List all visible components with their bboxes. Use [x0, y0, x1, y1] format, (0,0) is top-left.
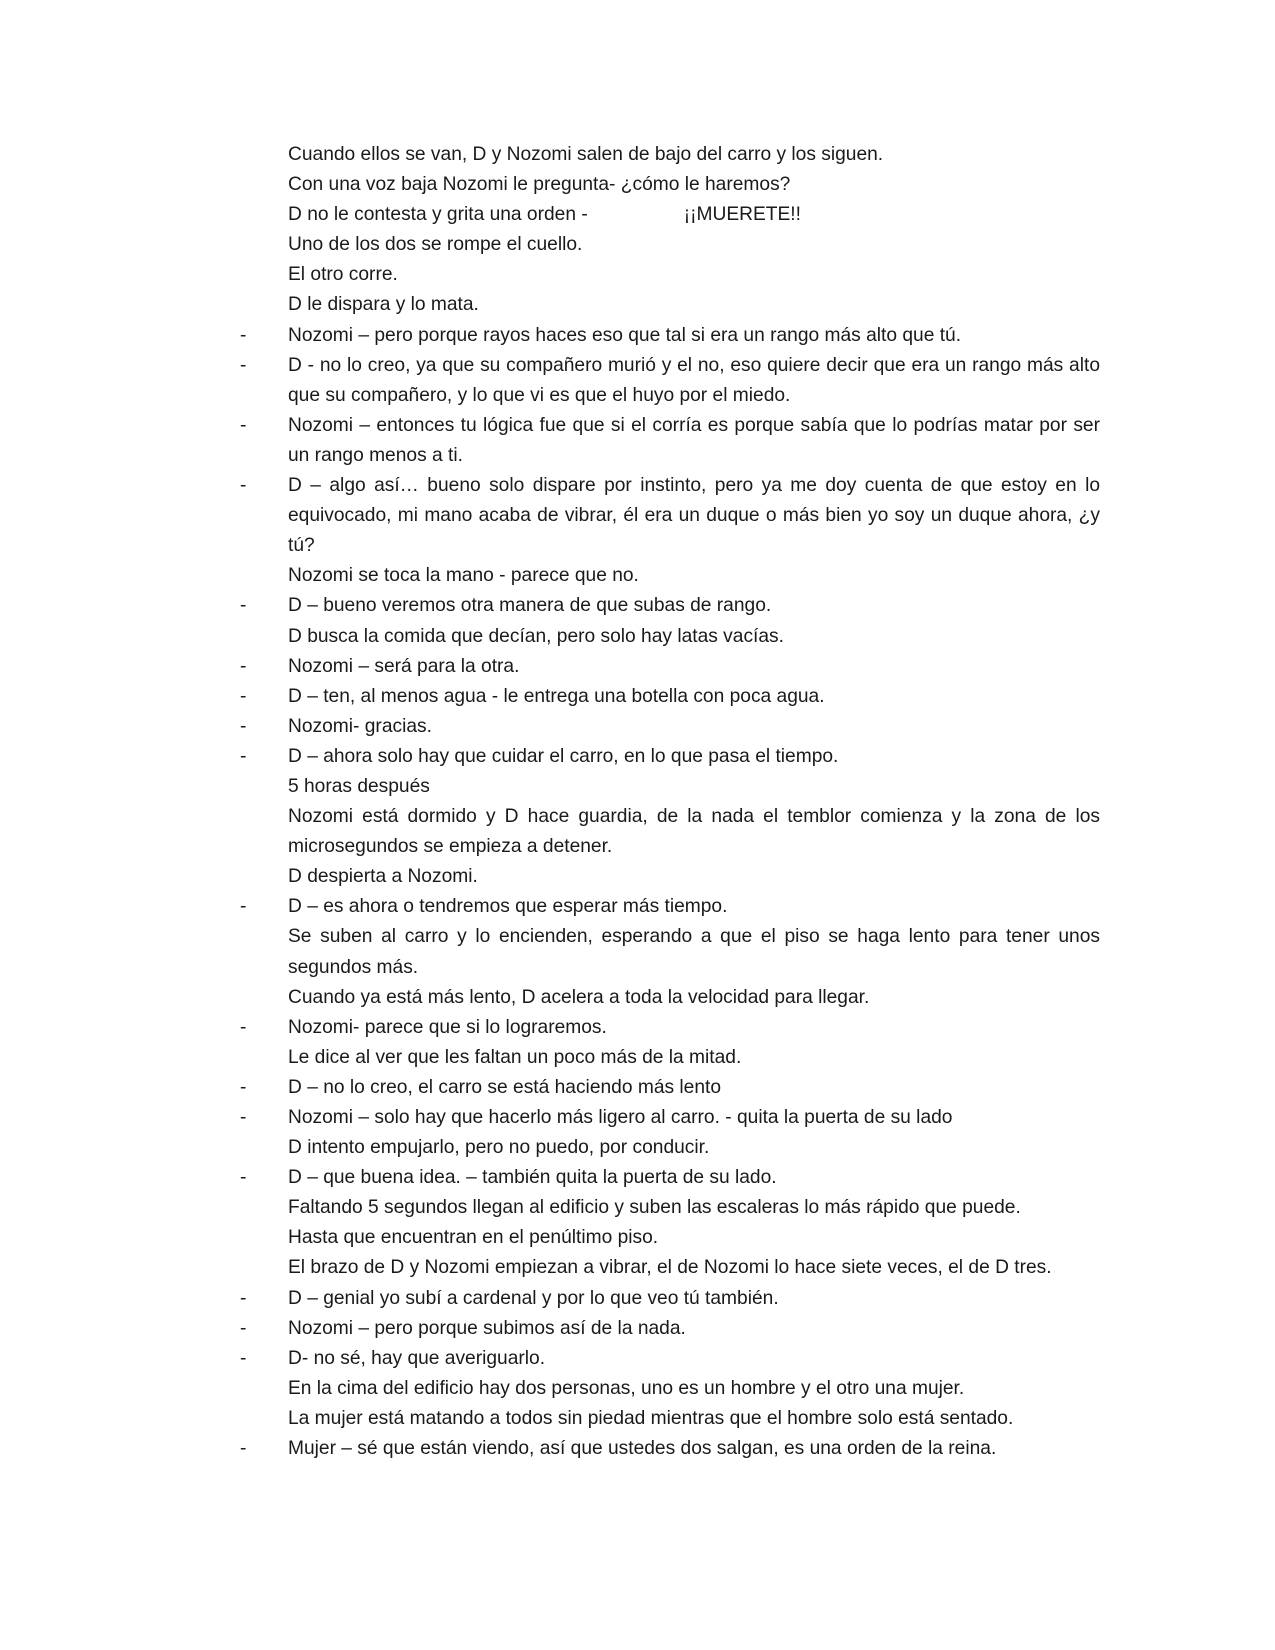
- shout-text: ¡¡MUERETE!!: [683, 204, 801, 226]
- paragraph: Cuando ellos se van, D y Nozomi salen de bajo del carro y los siguen.: [288, 144, 884, 165]
- dialogue-line: - Nozomi – solo hay que hacerlo más ligero al carro. - quita la puerta de su lado: [240, 1103, 1100, 1133]
- paragraph: El otro corre.: [288, 264, 398, 286]
- document-body: [240, 140, 1100, 1464]
- paragraph: Nozomi está dormido y D hace guardia, de la nada el temblor comienza y la zona de los microsegundos se empieza a detener.: [288, 806, 1100, 858]
- paragraph: Se suben al carro y lo encienden, esperando a que el piso se haga lento para tener unos segundos más.: [288, 926, 1100, 978]
- paragraph: D despierta a Nozomi.: [288, 866, 478, 888]
- dialogue-line: - Nozomi – pero porque subimos así de la nada.: [240, 1314, 1100, 1344]
- paragraph: D intento empujarlo, pero no puedo, por conducir.: [288, 1137, 710, 1159]
- dialogue-line: - D – genial yo subí a cardenal y por lo que veo tú también.: [240, 1284, 1100, 1314]
- dialogue-line: - Mujer – sé que están viendo, así que ustedes dos salgan, es una orden de la reina.: [240, 1434, 1100, 1464]
- paragraph: Hasta que encuentran en el penúltimo piso.: [288, 1227, 659, 1249]
- dialogue-line: - Nozomi – será para la otra.: [240, 652, 1100, 682]
- dialogue-line: - Nozomi- parece que si lo lograremos.: [240, 1013, 1100, 1043]
- paragraph: Uno de los dos se rompe el cuello.: [288, 234, 583, 256]
- paragraph: En la cima del edificio hay dos personas, uno es un hombre y el otro una mujer.: [288, 1377, 965, 1399]
- dialogue-line: - D – ten, al menos agua - le entrega una botella con poca agua.: [240, 682, 1100, 712]
- dialogue-line: - D – es ahora o tendremos que esperar más tiempo.: [240, 892, 1100, 922]
- paragraph: Cuando ya está más lento, D acelera a toda la velocidad para llegar.: [288, 986, 870, 1008]
- dialogue-line: - D- no sé, hay que averiguarlo.: [240, 1344, 1100, 1374]
- dialogue-line: - Nozomi- gracias.: [240, 712, 1100, 742]
- paragraph: Le dice al ver que les faltan un poco más de la mitad.: [288, 1046, 742, 1068]
- paragraph: D le dispara y lo mata.: [288, 294, 479, 316]
- paragraph: El brazo de D y Nozomi empiezan a vibrar, el de Nozomi lo hace siete veces, el de D tres.: [288, 1257, 1052, 1279]
- dialogue-line: - Nozomi – entonces tu lógica fue que si el corría es porque sabía que lo podrías matar por ser un rango menos a ti.: [240, 411, 1100, 471]
- dialogue-line: - D – que buena idea. – también quita la puerta de su lado.: [240, 1163, 1100, 1193]
- dialogue-line: - Nozomi – pero porque rayos haces eso que tal si era un rango más alto que tú.: [240, 321, 1100, 351]
- dialogue-line: - D - no lo creo, ya que su compañero murió y el no, eso quiere decir que era un rango más alto que su compañero, y lo que vi es que el huyo por el miedo.: [240, 351, 1100, 411]
- dialogue-line: - D – algo así… bueno solo dispare por instinto, pero ya me doy cuenta de que estoy en lo equivocado, mi mano acaba de vibrar, él era un duque o más bien yo soy un duque ahora, ¿y tú?: [240, 471, 1100, 561]
- paragraph: La mujer está matando a todos sin piedad mientras que el hombre solo está sentado.: [288, 1407, 1014, 1429]
- paragraph: Faltando 5 segundos llegan al edificio y suben las escaleras lo más rápido que puede.: [288, 1197, 1021, 1219]
- paragraph: Nozomi se toca la mano - parece que no.: [288, 565, 639, 587]
- dialogue-line: - D – no lo creo, el carro se está haciendo más lento: [240, 1073, 1100, 1103]
- dialogue-line: - D – bueno veremos otra manera de que subas de rango.: [240, 591, 1100, 621]
- paragraph: D no le contesta y grita una orden - ¡¡MUERETE!!: [288, 204, 801, 226]
- paragraph: 5 horas después: [288, 775, 430, 797]
- paragraph: Con una voz baja Nozomi le pregunta- ¿cómo le haremos?: [288, 174, 791, 196]
- paragraph: D busca la comida que decían, pero solo hay latas vacías.: [288, 625, 784, 647]
- dialogue-line: - D – ahora solo hay que cuidar el carro, en lo que pasa el tiempo.: [240, 742, 1100, 772]
